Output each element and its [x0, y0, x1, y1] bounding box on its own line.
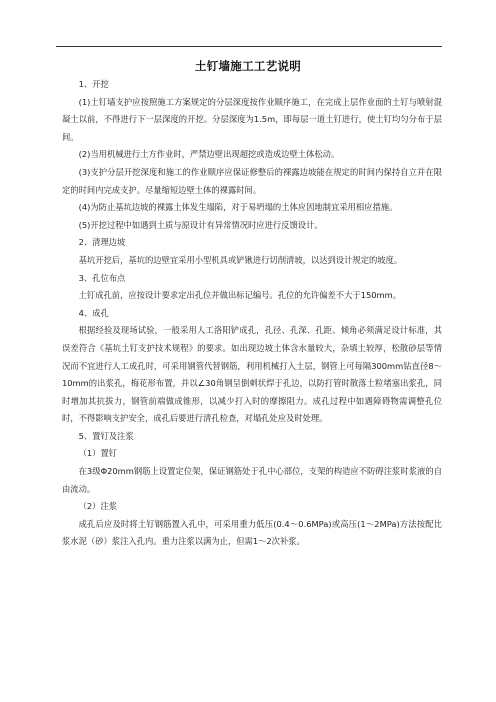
paragraph: 在3级Φ20mm钢筋上设置定位架，保证钢筋处于孔中心部位，支架的构造应不防碍注浆时浆液的自由流动。	[62, 466, 442, 494]
subsection-heading: （2）注浆	[78, 501, 118, 512]
document-body	[62, 76, 442, 551]
section-heading: 5、置钉及注浆	[78, 430, 134, 441]
paragraph: (2)当用机械进行土方作业时，严禁边壁出现超挖或造成边壁土体松动。	[78, 149, 340, 160]
paragraph: (3)支护分层开挖深度和施工的作业顺序应保证修整后的裸露边坡能在规定的时间内保持自立并在限定的时间内完成支护。尽量缩短边壁土体的裸露时间。	[62, 166, 442, 195]
section-heading: 3、孔位布点	[78, 272, 126, 283]
subsection-heading: （1）置钉	[78, 448, 118, 459]
section-heading: 4、成孔	[78, 307, 109, 318]
paragraph: 根据经验及现场试验，一般采用人工洛阳铲成孔，孔径、孔深、孔距、倾角必须满足设计标准，其误差符合《基坑土钉支护技术规程》的要求。如出现边坡土体含水量较大，杂填土较厚，松散砂层等情况而不宜进行人工成孔时，可采用钢管代替钢筋，利用机械打入土层，钢管上可每隔300mm钻直径8～10mm的出浆孔，梅花形布置，并以∠30角钢呈倒刺状焊于孔边，以防打管时散落土粒堵塞出浆孔，同时增加其抗拔力，钢管前端做成锥形，以减少打入时的摩擦阻力。成孔过程中如遇障碍物需调整孔位时，不得影响支护安全，成孔后要进行清孔检查，对塌孔处应及时处理。	[62, 325, 442, 424]
section-heading: 1、开挖	[78, 79, 109, 89]
paragraph: (5)开挖过程中如遇到土质与原设计有异常情况时应进行反馈设计。	[78, 219, 323, 230]
paragraph: 成孔后应及时将土钉钢筋置入孔中，可采用重力低压(0.4～0.6MPa)或高压(1～2MPa)方法按配比浆水泥（砂）浆注入孔内。重力注浆以满为止，但需1～2次补浆。	[62, 518, 442, 547]
paragraph: (1)土钉墙支护应按照施工方案规定的分层深度按作业顺序施工，在完成上层作业面的土钉与喷射混凝土以前，不得进行下一层深度的开挖。分层深度为1.5m，即每层一道土钉进行，使土钉均匀分布于层间。	[62, 96, 442, 142]
paragraph: 土钉成孔前，应按设计要求定出孔位并做出标记编号。孔位的允许偏差不大于150mm。	[78, 290, 401, 301]
page-title: 土钉墙施工工艺说明	[194, 59, 302, 73]
header-rule	[56, 46, 442, 47]
paragraph: (4)为防止基坑边坡的裸露土体发生塌陷，对于易坍塌的土体应因地制宜采用相应措施。	[78, 202, 398, 213]
section-heading: 2、清理边坡	[78, 237, 126, 248]
paragraph: 基坑开挖后，基坑的边壁宜采用小型机具或铲锹进行切削清坡，以达到设计规定的坡度。	[78, 254, 403, 265]
